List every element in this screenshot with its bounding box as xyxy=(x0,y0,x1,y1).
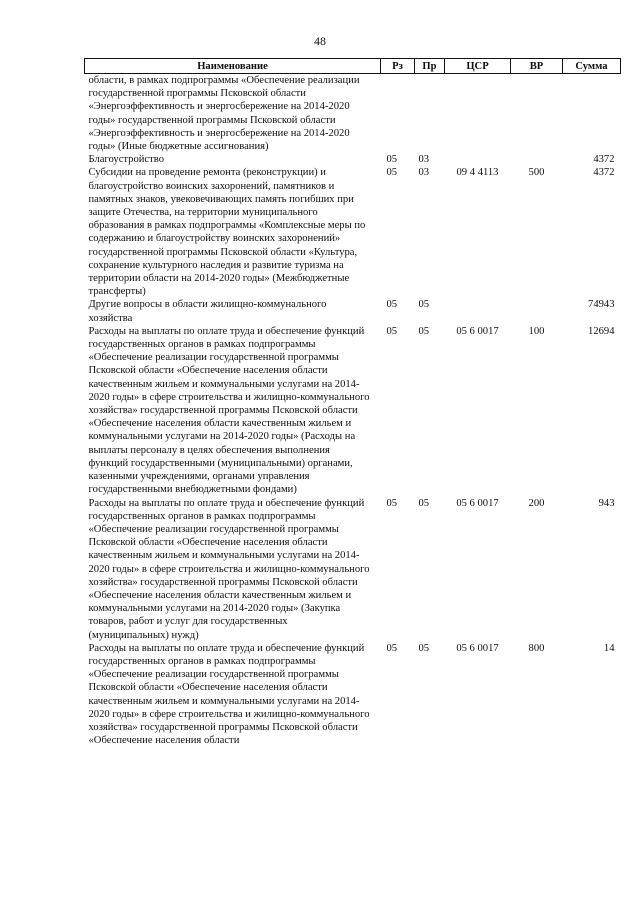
table-row xyxy=(85,153,621,166)
header-vr: ВР xyxy=(511,59,563,74)
cell-rz: 05 xyxy=(386,497,398,509)
cell-csr: 05 6 0017 xyxy=(456,497,499,509)
cell-pr: 05 xyxy=(418,299,430,311)
header-csr: ЦСР xyxy=(445,59,511,74)
cell-sum: 943 xyxy=(598,497,615,509)
cell-vr xyxy=(511,74,563,154)
cell-pr: 05 xyxy=(418,325,430,337)
cell-pr: 05 xyxy=(418,642,430,654)
cell-name: области, в рамках подпрограммы «Обеспечение реализации государственной программы Псковской области «Энергоэффективность и энергосбережение на 2014-2020 годы» государственной программы Псковской области «Энергоэффективность и энергосбережение на 2014-2020 годы» (Иные бюджетные ассигнования) xyxy=(88,75,360,153)
header-name: Наименование xyxy=(85,59,381,74)
cell-rz: 05 xyxy=(386,154,398,166)
header-pr: Пр xyxy=(415,59,445,74)
table-body xyxy=(85,74,621,748)
cell-rz: 05 xyxy=(386,325,398,337)
cell-vr xyxy=(511,298,563,324)
cell-rz: 05 xyxy=(386,167,398,179)
cell-vr: 200 xyxy=(528,497,545,509)
cell-sum xyxy=(563,74,621,154)
cell-name: Расходы на выплаты по оплате труда и обеспечение функций государственных органов в рамках подпрограммы «Обеспечение реализации государственной программы Псковской области «Обеспечение населения области качественным жильем и коммунальными услугами на 2014-2020 годы» в сфере строительства и жилищно-коммунального хозяйства» государственной программы Псковской области «Обеспечение населения области качественным жильем и коммунальными услугами на 2014-2020 годы» (Закупка товаров, работ и услуг для государственных (муниципальных) нужд) xyxy=(88,497,370,641)
table-row xyxy=(85,497,621,642)
table-row xyxy=(85,166,621,298)
header-rz: Рз xyxy=(381,59,415,74)
cell-name: Субсидии на проведение ремонта (реконструкции) и благоустройство воинских захоронений, памятников и памятных знаков, увековечивающих память погибших при защите Отечества, на территории муниципального образования в рамках подпрограммы «Комплексные меры по содержанию и благоустройству воинских захоронений» государственной программы Псковской области «Культура, сохранение культурного наследия и развитие туризма на территории области на 2014-2020 годы» (Межбюджетные трансферты) xyxy=(88,167,366,298)
budget-table xyxy=(84,58,621,747)
cell-pr: 03 xyxy=(418,154,430,166)
table-row xyxy=(85,325,621,497)
cell-vr xyxy=(511,153,563,166)
cell-sum: 74943 xyxy=(588,299,615,311)
header-sum: Сумма xyxy=(563,59,621,74)
cell-sum: 4372 xyxy=(593,154,615,166)
cell-sum: 12694 xyxy=(588,325,615,337)
cell-vr: 100 xyxy=(528,325,545,337)
cell-csr: 09 4 4113 xyxy=(456,167,499,179)
cell-pr: 03 xyxy=(418,167,430,179)
table-row xyxy=(85,298,621,324)
cell-rz: 05 xyxy=(386,299,398,311)
cell-name: Расходы на выплаты по оплате труда и обеспечение функций государственных органов в рамках подпрограммы «Обеспечение реализации государственной программы Псковской области «Обеспечение населения области качественным жильем и коммунальными услугами на 2014-2020 годы» в сфере строительства и жилищно-коммунального хозяйства» государственной программы Псковской области «Обеспечение населения области xyxy=(88,642,370,747)
table-row xyxy=(85,642,621,748)
cell-rz: 05 xyxy=(386,642,398,654)
cell-name: Другие вопросы в области жилищно-коммунального хозяйства xyxy=(88,299,327,324)
table-header-row xyxy=(85,59,621,74)
cell-name: Расходы на выплаты по оплате труда и обеспечение функций государственных органов в рамках подпрограммы «Обеспечение реализации государственной программы Псковской области «Обеспечение населения области качественным жильем и коммунальными услугами на 2014-2020 годы» в сфере строительства и жилищно-коммунального хозяйства» государственной программы Псковской области «Обеспечение населения области качественным жильем и коммунальными услугами на 2014-2020 годы» (Расходы на выплаты персоналу в целях обеспечения выполнения функций государственными (муниципальными) органами, казенными учреждениями, органами управления государственными внебюджетными фондами) xyxy=(88,325,370,496)
cell-pr xyxy=(415,74,445,154)
cell-vr: 500 xyxy=(528,167,545,179)
cell-sum: 14 xyxy=(603,642,615,654)
cell-csr: 05 6 0017 xyxy=(456,325,499,337)
page-number: 48 xyxy=(314,34,326,48)
cell-name: Благоустройство xyxy=(88,154,164,166)
table-header xyxy=(85,59,621,74)
cell-pr: 05 xyxy=(418,497,430,509)
table-row xyxy=(85,74,621,154)
cell-csr: 05 6 0017 xyxy=(456,642,499,654)
cell-csr xyxy=(445,74,511,154)
cell-rz xyxy=(381,74,415,154)
cell-vr: 800 xyxy=(528,642,545,654)
cell-csr xyxy=(445,298,511,324)
cell-csr xyxy=(445,153,511,166)
cell-sum: 4372 xyxy=(593,167,615,179)
